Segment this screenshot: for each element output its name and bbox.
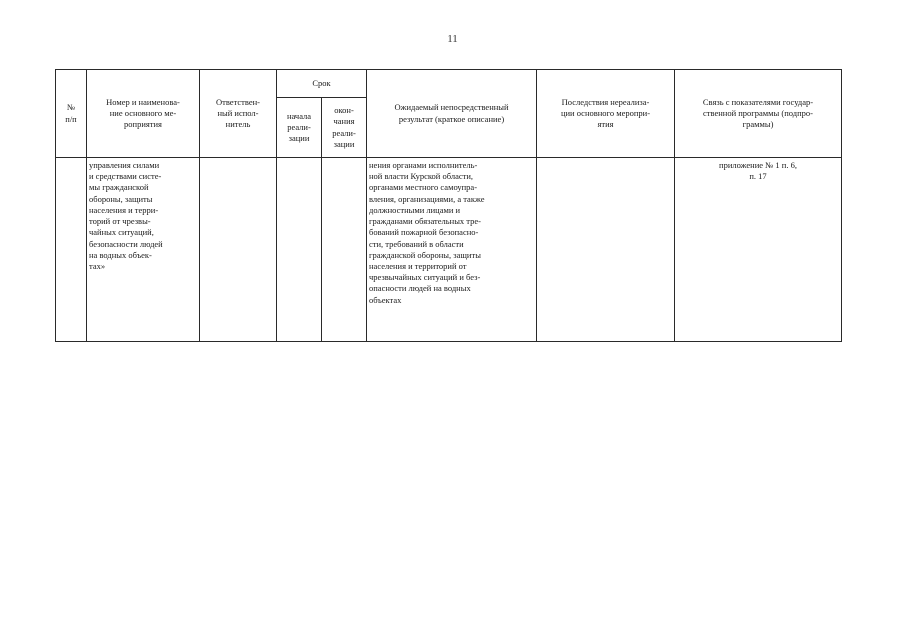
cell-name: управления силами и средствами систе- мы гражданской обороны, защиты населения и терри- торий от чрезвы- чайных ситуаций, безопасности людей на водных объек- тах» [87,158,200,342]
header-term: Срок [277,70,367,98]
header-responsible: Ответствен- ный испол- нитель [200,70,277,158]
table-row [56,158,842,342]
header-result: Ожидаемый непосредственный результат (краткое описание) [367,70,537,158]
header-term-start: начала реали- зации [277,98,322,158]
cell-result: нения органами исполнитель- ной власти Курской области, органами местного самоупра- вления, организациями, а также должностными лицами и гражданами обязательных тре- бований пожарной безопасно- сти, требований в области гражданской обороны, защиты населения и территорий от чрезвычайных ситуаций и без- опасности людей на водных объектах [367,158,537,342]
cell-num [56,158,87,342]
page-number: 11 [447,33,458,45]
header-num: № п/п [56,70,87,158]
cell-term-start [277,158,322,342]
header-consequences: Последствия нереализа- ции основного меропри- ятия [537,70,675,158]
header-link: Связь с показателями государ- ственной программы (подпро- граммы) [675,70,842,158]
header-name: Номер и наименова- ние основного ме- роприятия [87,70,200,158]
cell-term-end [322,158,367,342]
cell-responsible [200,158,277,342]
cell-consequences [537,158,675,342]
measures-table [55,69,842,342]
header-term-end: окон- чания реали- зации [322,98,367,158]
cell-link: приложение № 1 п. 6, п. 17 [675,158,842,342]
